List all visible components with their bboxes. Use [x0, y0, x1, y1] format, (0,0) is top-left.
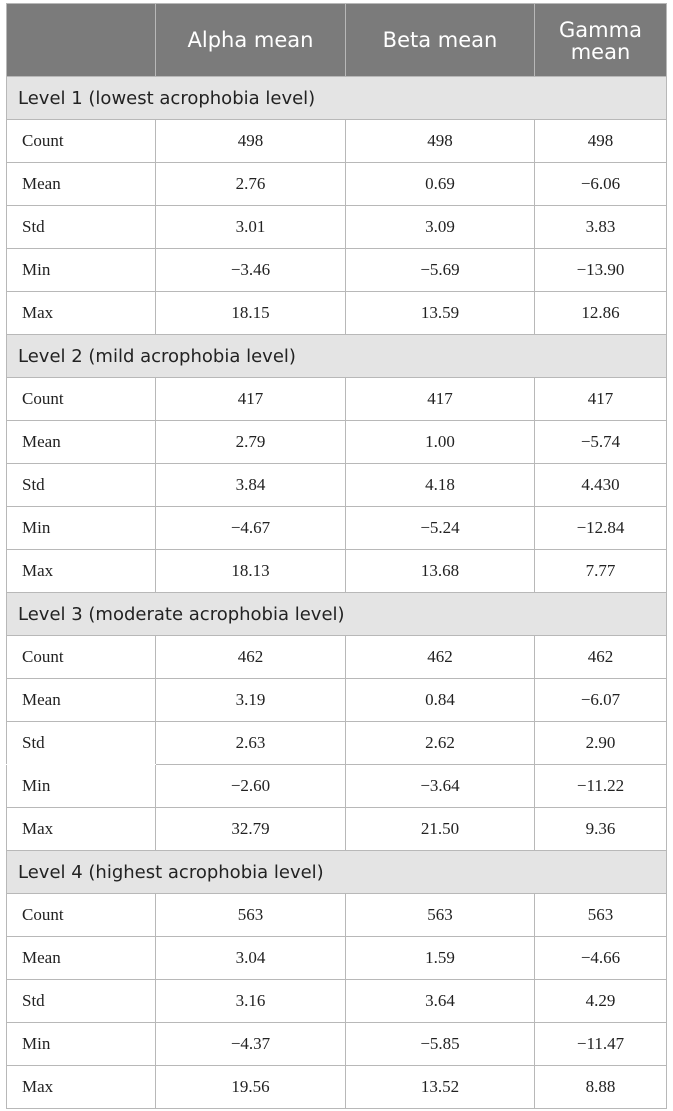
beta-value: 4.18 — [346, 464, 535, 507]
gamma-value: 498 — [535, 120, 667, 163]
table-row — [7, 378, 667, 421]
alpha-value: 2.79 — [156, 421, 346, 464]
row-label: Count — [7, 636, 156, 679]
section-header-row — [7, 77, 667, 120]
gamma-value: −11.47 — [535, 1023, 667, 1066]
beta-value: 3.64 — [346, 980, 535, 1023]
alpha-value: 3.19 — [156, 679, 346, 722]
beta-value: 1.00 — [346, 421, 535, 464]
gamma-value: 12.86 — [535, 292, 667, 335]
header-alpha-mean: Alpha mean — [156, 4, 346, 77]
gamma-value: −12.84 — [535, 507, 667, 550]
header-beta-mean: Beta mean — [346, 4, 535, 77]
table-row — [7, 163, 667, 206]
table-row — [7, 765, 667, 808]
gamma-value: 3.83 — [535, 206, 667, 249]
row-label: Count — [7, 120, 156, 163]
row-label: Min — [7, 765, 156, 808]
table-row — [7, 507, 667, 550]
gamma-value: 2.90 — [535, 722, 667, 765]
row-label: Mean — [7, 163, 156, 206]
gamma-value: −13.90 — [535, 249, 667, 292]
beta-value: 13.52 — [346, 1066, 535, 1109]
beta-value: 498 — [346, 120, 535, 163]
gamma-value: −11.22 — [535, 765, 667, 808]
beta-value: 417 — [346, 378, 535, 421]
beta-value: 3.09 — [346, 206, 535, 249]
alpha-value: 2.63 — [156, 722, 346, 765]
section-header-row — [7, 593, 667, 636]
stats-table — [6, 3, 667, 1109]
beta-value: 13.59 — [346, 292, 535, 335]
row-label: Mean — [7, 679, 156, 722]
beta-value: −5.85 — [346, 1023, 535, 1066]
row-label: Mean — [7, 421, 156, 464]
section-title: Level 4 (highest acrophobia level) — [7, 851, 667, 894]
gamma-value: 417 — [535, 378, 667, 421]
table-row — [7, 722, 667, 765]
table-row — [7, 421, 667, 464]
beta-value: 1.59 — [346, 937, 535, 980]
alpha-value: −4.67 — [156, 507, 346, 550]
row-label: Std — [7, 980, 156, 1023]
gamma-value: 9.36 — [535, 808, 667, 851]
alpha-value: 3.16 — [156, 980, 346, 1023]
row-label: Mean — [7, 937, 156, 980]
row-label: Std — [7, 464, 156, 507]
row-label: Max — [7, 550, 156, 593]
row-label: Min — [7, 249, 156, 292]
table-row — [7, 206, 667, 249]
alpha-value: −3.46 — [156, 249, 346, 292]
section-title: Level 3 (moderate acrophobia level) — [7, 593, 667, 636]
beta-value: 2.62 — [346, 722, 535, 765]
gamma-value: −5.74 — [535, 421, 667, 464]
beta-value: 21.50 — [346, 808, 535, 851]
alpha-value: 563 — [156, 894, 346, 937]
alpha-value: −4.37 — [156, 1023, 346, 1066]
alpha-value: 18.13 — [156, 550, 346, 593]
section-header-row — [7, 851, 667, 894]
gamma-value: 4.29 — [535, 980, 667, 1023]
row-label: Count — [7, 894, 156, 937]
alpha-value: 2.76 — [156, 163, 346, 206]
table-row — [7, 1023, 667, 1066]
row-label: Max — [7, 1066, 156, 1109]
gamma-value: 563 — [535, 894, 667, 937]
row-label: Std — [7, 206, 156, 249]
table-row — [7, 937, 667, 980]
alpha-value: 462 — [156, 636, 346, 679]
header-blank — [7, 4, 156, 77]
alpha-value: 498 — [156, 120, 346, 163]
header-row — [7, 4, 667, 77]
row-label: Min — [7, 1023, 156, 1066]
alpha-value: −2.60 — [156, 765, 346, 808]
alpha-value: 3.84 — [156, 464, 346, 507]
row-label: Max — [7, 808, 156, 851]
table-row — [7, 1066, 667, 1109]
table-row — [7, 464, 667, 507]
table-row — [7, 679, 667, 722]
gamma-value: −4.66 — [535, 937, 667, 980]
alpha-value: 19.56 — [156, 1066, 346, 1109]
beta-value: −5.69 — [346, 249, 535, 292]
section-header-row — [7, 335, 667, 378]
alpha-value: 18.15 — [156, 292, 346, 335]
row-label: Count — [7, 378, 156, 421]
row-label: Std — [7, 722, 156, 765]
gamma-value: 7.77 — [535, 550, 667, 593]
table-row — [7, 120, 667, 163]
gamma-value: −6.07 — [535, 679, 667, 722]
beta-value: 563 — [346, 894, 535, 937]
beta-value: 0.84 — [346, 679, 535, 722]
alpha-value: 3.01 — [156, 206, 346, 249]
section-title: Level 2 (mild acrophobia level) — [7, 335, 667, 378]
gamma-value: −6.06 — [535, 163, 667, 206]
alpha-value: 32.79 — [156, 808, 346, 851]
beta-value: 13.68 — [346, 550, 535, 593]
header-gamma-mean: Gamma mean — [535, 4, 667, 77]
table-row — [7, 550, 667, 593]
beta-value: 0.69 — [346, 163, 535, 206]
row-label: Min — [7, 507, 156, 550]
table-row — [7, 249, 667, 292]
alpha-value: 417 — [156, 378, 346, 421]
gamma-value: 462 — [535, 636, 667, 679]
beta-value: −3.64 — [346, 765, 535, 808]
table-row — [7, 636, 667, 679]
gamma-value: 4.430 — [535, 464, 667, 507]
gamma-value: 8.88 — [535, 1066, 667, 1109]
row-label: Max — [7, 292, 156, 335]
table-row — [7, 980, 667, 1023]
table-row — [7, 808, 667, 851]
beta-value: 462 — [346, 636, 535, 679]
section-title: Level 1 (lowest acrophobia level) — [7, 77, 667, 120]
table-row — [7, 292, 667, 335]
alpha-value: 3.04 — [156, 937, 346, 980]
beta-value: −5.24 — [346, 507, 535, 550]
table-row — [7, 894, 667, 937]
